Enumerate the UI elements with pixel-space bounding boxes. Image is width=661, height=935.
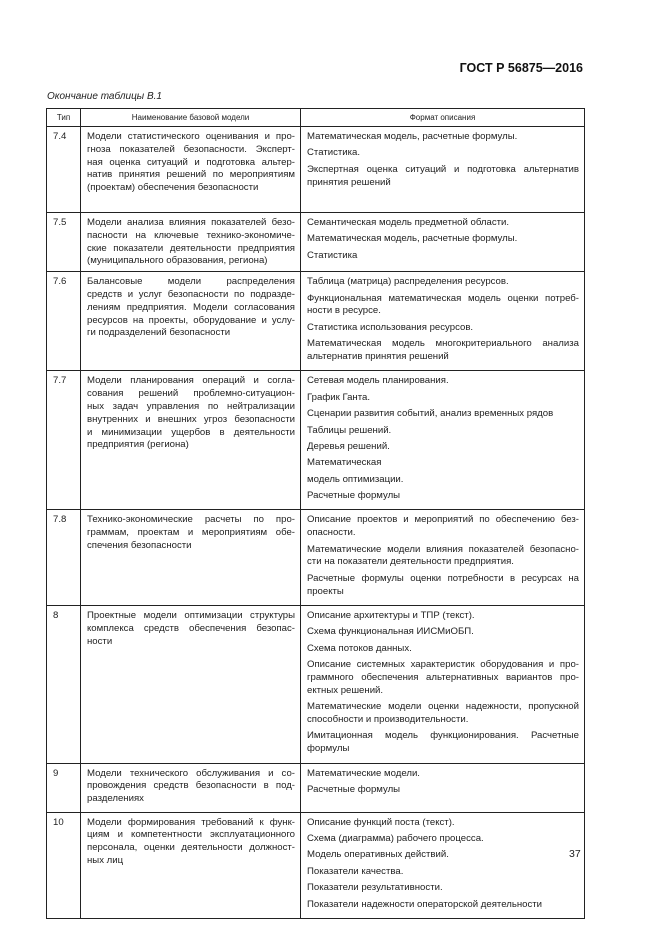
- text-line: Модели статистического оценивания и про-: [87, 131, 295, 142]
- text-line: спечения безопасности: [87, 540, 192, 552]
- format-item: [307, 408, 579, 421]
- text-line: Модель оперативных действий.: [307, 849, 449, 861]
- text-line: Сценарии развития событий, анализ временных рядов: [307, 408, 554, 420]
- text-line: Расчетные формулы оценки потребности в ресурсах на: [307, 572, 579, 584]
- format-item: [307, 882, 579, 895]
- format-item: [307, 425, 579, 438]
- text-line: граммам, проектам и мероприятиям обе-: [87, 527, 295, 539]
- text-line: ги подразделений безопасности: [87, 327, 231, 339]
- text-line: Показатели надежности операторской деятельности: [307, 898, 542, 910]
- format-item: [307, 730, 579, 756]
- text-line: Имитационная модель функционирования. Расчетные: [307, 730, 579, 742]
- format-item: [307, 293, 579, 319]
- text-line: ектных решений.: [307, 684, 384, 696]
- format-item: [307, 833, 579, 846]
- format-item: [307, 375, 579, 388]
- cell-format: [301, 812, 585, 918]
- table-row: [47, 763, 585, 812]
- text-line: Показатели результативности.: [307, 882, 443, 894]
- cell-type: 9: [47, 763, 81, 812]
- text-line: натив принятия решений по мероприятиям: [87, 169, 295, 181]
- text-line: (муниципального образования, региона): [87, 255, 268, 267]
- text-line: способности и производительности.: [307, 713, 469, 725]
- text-line: ности в ресурсе.: [307, 305, 381, 317]
- cell-type: 7.5: [47, 213, 81, 272]
- format-item: [307, 514, 579, 540]
- text-line: Математическая модель, расчетные формулы.: [307, 233, 518, 245]
- document-id: ГОСТ Р 56875—2016: [459, 61, 583, 75]
- text-line: формулы: [307, 743, 350, 755]
- text-line: Математическая модель, расчетные формулы.: [307, 131, 518, 142]
- text-line: ские показатели деятельности предприятия: [87, 242, 295, 254]
- text-line: средств и услуг безопасности по подразде-: [87, 288, 295, 300]
- cell-model-name: [81, 812, 301, 918]
- text-line: ных задач управления по нейтрализации: [87, 400, 295, 412]
- cell-format: [301, 127, 585, 213]
- format-item: [307, 338, 579, 364]
- table-row: [47, 510, 585, 606]
- table-row: [47, 213, 585, 272]
- text-line: альтернатив принятия решений: [307, 350, 449, 362]
- cell-type: 7.4: [47, 127, 81, 213]
- cell-type: 7.8: [47, 510, 81, 606]
- format-item: [307, 784, 579, 797]
- text-line: проекты: [307, 585, 344, 597]
- table-row: [47, 127, 585, 213]
- format-item: [307, 768, 579, 781]
- format-item: [307, 276, 579, 289]
- cell-format: [301, 510, 585, 606]
- text-line: Математические модели оценки надежности, пропускной: [307, 701, 579, 713]
- text-line: ности: [87, 635, 113, 647]
- format-item: [307, 626, 579, 639]
- format-item: [307, 250, 579, 263]
- text-line: опасности.: [307, 527, 356, 539]
- text-line: Статистика: [307, 249, 358, 261]
- text-line: Математическая модель многокритериального анализа: [307, 338, 579, 350]
- cell-model-name: [81, 763, 301, 812]
- text-line: Схема (диаграмма) рабочего процесса.: [307, 832, 484, 844]
- text-line: ных лиц: [87, 854, 124, 866]
- format-item: [307, 643, 579, 656]
- text-line: модель оптимизации.: [307, 473, 404, 485]
- table-header-row: [47, 109, 585, 127]
- text-line: Расчетные формулы: [307, 490, 401, 502]
- text-line: Балансовые модели распределения: [87, 276, 295, 288]
- text-line: Расчетные формулы: [307, 783, 401, 795]
- format-item: [307, 573, 579, 599]
- cell-format: [301, 371, 585, 510]
- text-line: принятия решений: [307, 176, 391, 188]
- format-item: [307, 322, 579, 335]
- text-line: Описание проектов и мероприятий по обеспечению без-: [307, 514, 579, 526]
- text-line: персонала, оценки деятельности должност-: [87, 842, 295, 854]
- column-header-format: Формат описания: [301, 109, 585, 127]
- cell-format: [301, 213, 585, 272]
- text-line: График Ганта.: [307, 391, 371, 403]
- format-item: [307, 544, 579, 570]
- text-line: Статистика использования ресурсов.: [307, 321, 474, 333]
- text-line: лениям предприятия. Модели согласования: [87, 301, 295, 313]
- text-line: Экспертная оценка ситуаций и подготовка альтернатив: [307, 163, 579, 175]
- text-line: Таблицы решений.: [307, 424, 392, 436]
- text-line: провождения средств безопасности в под-: [87, 780, 295, 792]
- format-item: [307, 899, 579, 912]
- format-item: [307, 866, 579, 879]
- text-line: Схема функциональная ИИСМиОБП.: [307, 626, 474, 638]
- table-row: [47, 812, 585, 918]
- cell-type: 8: [47, 606, 81, 764]
- text-line: Описание архитектуры и ТПР (текст).: [307, 610, 475, 622]
- cell-format: [301, 606, 585, 764]
- format-item: [307, 441, 579, 454]
- text-line: Модели анализа влияния показателей безо-: [87, 217, 295, 228]
- text-line: пасности на ключевые технико-экономиче-: [87, 229, 295, 241]
- text-line: Математические модели влияния показателей безопасно-: [307, 543, 579, 555]
- text-line: Показатели качества.: [307, 865, 404, 877]
- text-line: Описание функций поста (текст).: [307, 816, 455, 828]
- text-line: Модели формирования требований к функ-: [87, 816, 295, 828]
- text-line: Математическая: [307, 457, 382, 469]
- format-item: [307, 610, 579, 623]
- text-line: Сетевая модель планирования.: [307, 375, 449, 387]
- text-line: Модели планирования операций и согла-: [87, 375, 295, 387]
- format-item: [307, 392, 579, 405]
- text-line: Описание системных характеристик оборудования и про-: [307, 659, 579, 671]
- text-line: ная оценка ситуаций и подготовка альтер-: [87, 156, 295, 168]
- text-line: разделениях: [87, 793, 144, 805]
- table-row: [47, 272, 585, 371]
- text-line: Таблица (матрица) распределения ресурсов.: [307, 276, 509, 288]
- cell-format: [301, 272, 585, 371]
- format-item: [307, 131, 579, 144]
- cell-model-name: [81, 371, 301, 510]
- text-line: Семантическая модель предметной области.: [307, 217, 510, 228]
- text-line: Схема потоков данных.: [307, 642, 412, 654]
- table-row: [47, 606, 585, 764]
- format-item: [307, 659, 579, 697]
- text-line: предприятия (региона): [87, 439, 189, 451]
- format-item: [307, 233, 579, 246]
- text-line: сования решений проблемно-ситуацион-: [87, 388, 295, 400]
- cell-model-name: [81, 127, 301, 213]
- column-header-name: Наименование базовой модели: [81, 109, 301, 127]
- cell-model-name: [81, 606, 301, 764]
- text-line: Математические модели.: [307, 767, 420, 779]
- format-item: [307, 147, 579, 160]
- table-row: [47, 371, 585, 510]
- text-line: (проектам) обеспечения безопасности: [87, 182, 259, 194]
- format-item: [307, 701, 579, 727]
- text-line: и минимизации ущербов в деятельности: [87, 426, 295, 438]
- text-line: сти на показатели деятельности предприятия.: [307, 556, 514, 568]
- cell-type: 7.7: [47, 371, 81, 510]
- format-item: [307, 849, 579, 862]
- text-line: Статистика.: [307, 147, 361, 159]
- text-line: Деревья решений.: [307, 440, 390, 452]
- text-line: Проектные модели оптимизации структуры: [87, 610, 295, 622]
- text-line: граммного обеспечения альтернативных вариантов про-: [307, 672, 579, 683]
- text-line: Функциональная математическая модель оценки потреб-: [307, 292, 579, 304]
- column-header-type: Тип: [47, 109, 81, 127]
- text-line: Модели технического обслуживания и со-: [87, 767, 295, 779]
- cell-format: [301, 763, 585, 812]
- format-item: [307, 490, 579, 503]
- format-item: [307, 817, 579, 830]
- page-number: 37: [569, 848, 581, 860]
- text-line: ресурсов на проекты, оборудование и услу-: [87, 314, 295, 326]
- cell-type: 7.6: [47, 272, 81, 371]
- text-line: комплекса средств обеспечения безопас-: [87, 622, 295, 634]
- models-table: [46, 108, 585, 919]
- format-item: [307, 217, 579, 230]
- text-line: внутренних и внешних угроз безопасности: [87, 413, 295, 425]
- cell-model-name: [81, 213, 301, 272]
- cell-type: 10: [47, 812, 81, 918]
- format-item: [307, 474, 579, 487]
- text-line: циям и компетентности эксплуатационного: [87, 829, 295, 841]
- format-item: [307, 164, 579, 190]
- cell-model-name: [81, 272, 301, 371]
- text-line: Технико-экономические расчеты по про-: [87, 514, 295, 526]
- cell-model-name: [81, 510, 301, 606]
- text-line: гноза показателей безопасности. Эксперт-: [87, 143, 295, 155]
- format-item: [307, 457, 579, 470]
- table-caption: Окончание таблицы В.1: [47, 91, 162, 102]
